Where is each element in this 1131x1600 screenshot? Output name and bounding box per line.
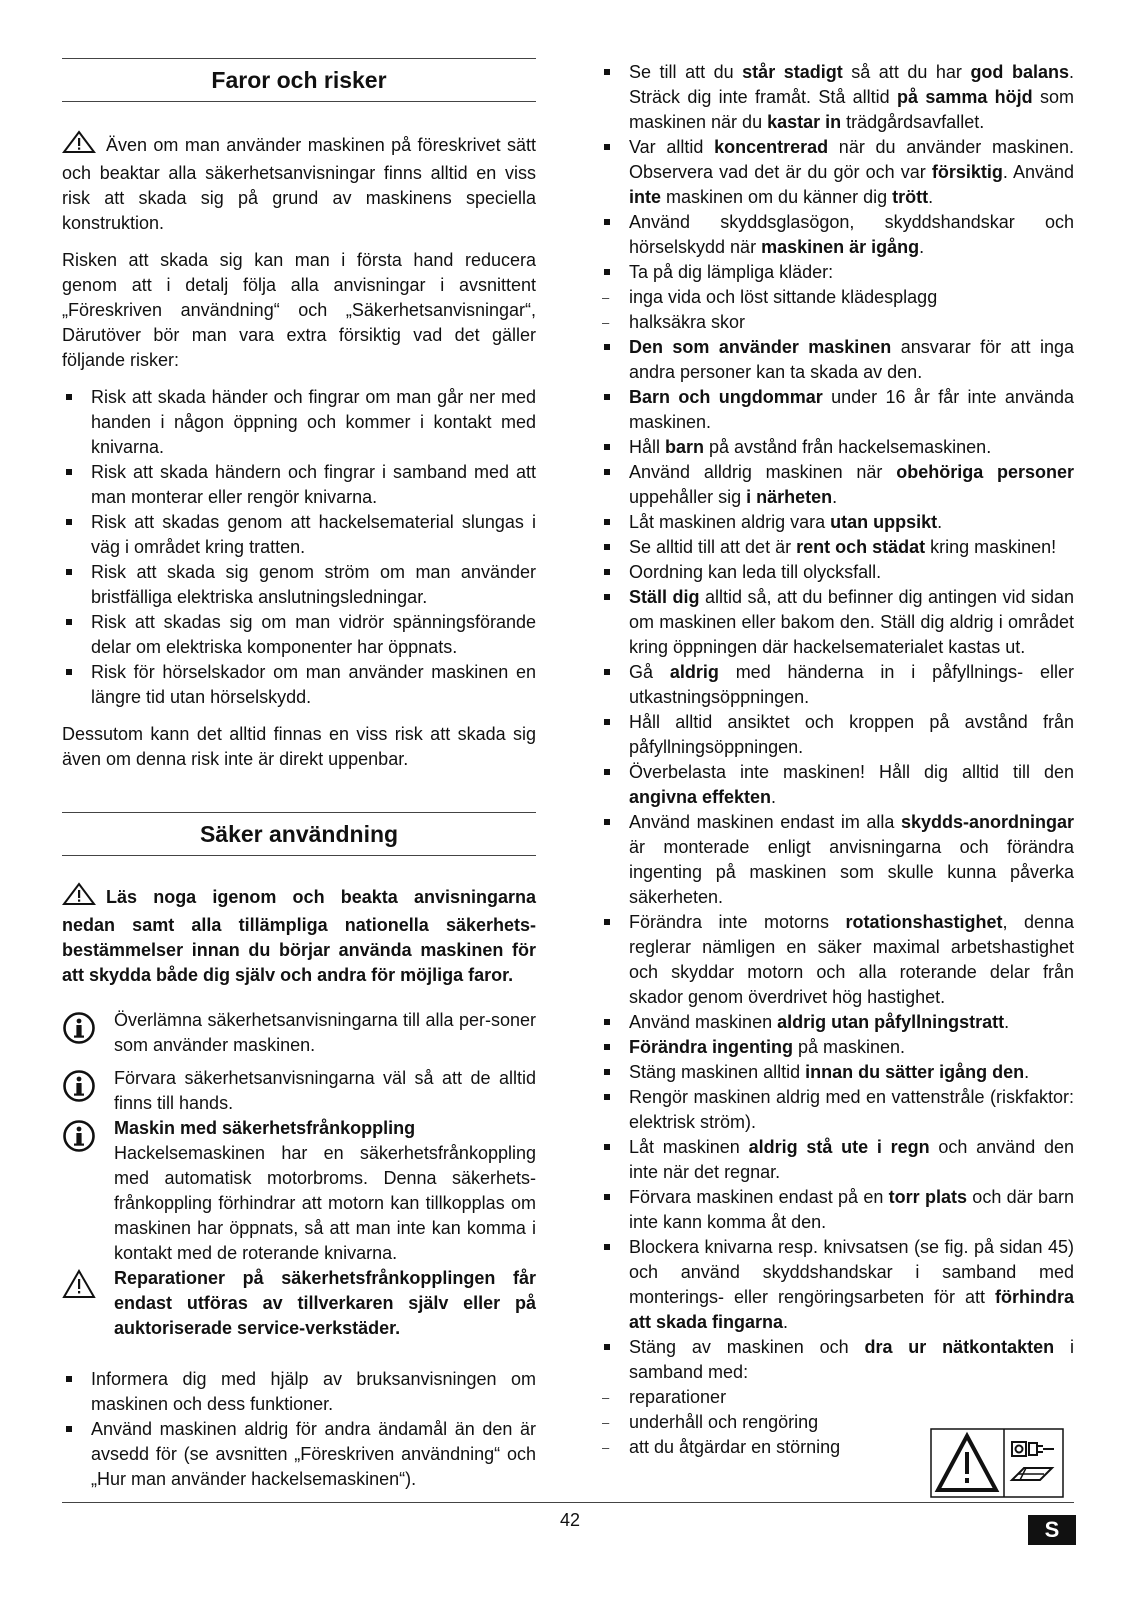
- repair-warning: Reparationer på säkerhetsfrånkopplingen får endast utföras av tillverkaren själv eller på auktoriserade service-verkstäder.: [62, 1266, 536, 1341]
- list-item: Använd maskinen aldrig utan påfyllningstratt.: [600, 1010, 1074, 1035]
- list-item: Använd maskinen aldrig för andra ändamål än den är avsedd för (se avsnitten „Föreskriven användning“ och „Hur man använder hackelsemaskinen“).: [62, 1417, 536, 1492]
- section-heading-risks: Faror och risker: [62, 58, 536, 102]
- page-number: 42: [559, 1510, 581, 1530]
- warning-triangle-icon: [62, 882, 96, 913]
- section-heading-safe-use: Säker användning: [62, 812, 536, 856]
- risks-reduce-paragraph: Risken att skada sig kan man i första hand reducera genom att i detalj följa alla anvisningar i avsnittent „Föreskriven användning“ och „Säkerhetsanvisningar“, Därutöver bör man vara extra försiktig vad det gäller följande risker:: [62, 250, 536, 370]
- list-item: Använd alldrig maskinen när obehöriga personer uppehåller sig i närheten.: [600, 460, 1074, 510]
- list-item: Var alltid koncentrerad när du använder maskinen. Observera vad det är du gör och var försiktig. Använd inte maskinen om du känner dig trött.: [600, 135, 1074, 210]
- info-note-safety-switch: [62, 1116, 536, 1266]
- risks-intro-paragraph: Även om man använder maskinen på föreskrivet sätt och beaktar alla säkerhetsanvisningar finns alltid en viss risk att skada sig på grund av maskinens speciella konstruktion.: [62, 130, 536, 236]
- list-item: – halksäkra skor: [600, 310, 1074, 335]
- risk-list: [62, 385, 536, 710]
- list-item: Överbelasta inte maskinen! Håll dig alltid till den angivna effekten.: [600, 760, 1074, 810]
- list-item: Stäng av maskinen och dra ur nätkontakten i samband med: – reparationer – underhåll och rengöring – att du åtgärdar en störning: [600, 1335, 1074, 1460]
- list-item: Rengör maskinen aldrig med en vattenstråle (riskfaktor: elektrisk ström).: [600, 1085, 1074, 1135]
- safe-use-list: [62, 1367, 536, 1492]
- list-item: Förändra inte motorns rotationshastighet, denna reglerar nämligen en säker maximal arbetshastighet och skyddar motorn och alla roterande delar från skador genom överdrivet hög hastighet.: [600, 910, 1074, 1010]
- list-item: Håll barn på avstånd från hackelsemaskinen.: [600, 435, 1074, 460]
- safety-switch-title: Maskin med säkerhetsfrånkoppling: [114, 1118, 416, 1138]
- list-item: Risk att skada sig genom ström om man använder bristfälliga elektriska anslutningsledningar.: [62, 560, 536, 610]
- safety-switch-text: Hackelsemaskinen har en säkerhetsfrånkoppling med automatisk motorbroms. Denna säkerhets-frånkoppling förhindrar att motorn kan tillkopplas om maskinen har öppnats, så att man inte kan komma i kontakt med de roterande knivarna.: [114, 1143, 536, 1263]
- list-item: Risk för hörselskador om man använder maskinen en längre tid utan hörselskydd.: [62, 660, 536, 710]
- list-item: Håll alltid ansiktet och kroppen på avstånd från påfyllningsöppningen.: [600, 710, 1074, 760]
- list-item: Se alltid till att det är rent och städat kring maskinen!: [600, 535, 1074, 560]
- footer-rule: [62, 1502, 1074, 1503]
- list-item: Den som använder maskinen ansvarar för att inga andra personer kan ta skada av den.: [600, 335, 1074, 385]
- info-note-hand-over: Överlämna säkerhetsanvisningarna till alla per-soner som använder maskinen.: [62, 1008, 536, 1058]
- warning-symbol-panel: [930, 1428, 1064, 1498]
- clothing-sublist: [600, 285, 1074, 335]
- language-badge: S: [1028, 1515, 1076, 1545]
- list-item: Låt maskinen aldrig stå ute i regn och använd den inte när det regnar.: [600, 1135, 1074, 1185]
- right-column: [600, 60, 1074, 1460]
- warning-triangle-icon: [62, 1269, 96, 1306]
- list-item: Risk att skadas genom att hackelsematerial slungas i väg i området kring tratten.: [62, 510, 536, 560]
- list-item: Informera dig med hjälp av bruksanvisningen om maskinen och dess funktioner.: [62, 1367, 536, 1417]
- list-item: Risk att skadas sig om man vidrör spänningsförande delar om elektriska komponenter har öppnats.: [62, 610, 536, 660]
- list-item: Oordning kan leda till olycksfall.: [600, 560, 1074, 585]
- list-item: – underhåll och rengöring: [600, 1410, 1074, 1435]
- list-item: Använd skyddsglasögon, skyddshandskar och hörselskydd när maskinen är igång.: [600, 210, 1074, 260]
- list-item: – reparationer: [600, 1385, 1074, 1410]
- safety-rules-list: [600, 60, 1074, 1460]
- safe-use-warning: Läs noga igenom och beakta anvisningarna nedan samt alla tillämpliga nationella säkerhets-bestämmelser innan du börjar använda maskinen för att skydda både dig själv och andra för möjliga faror.: [62, 882, 536, 988]
- list-item: Barn och ungdommar under 16 år får inte använda maskinen.: [600, 385, 1074, 435]
- list-item: – att du åtgärdar en störning: [600, 1435, 1074, 1460]
- info-circle-icon: [62, 1069, 96, 1110]
- list-item: Risk att skada händern och fingrar i samband med att man monterar eller rengör knivarna.: [62, 460, 536, 510]
- info-circle-icon: [62, 1119, 96, 1160]
- list-item: Ställ dig alltid så, att du befinner dig antingen vid sidan om maskinen eller bakom den. Ställ dig aldrig i området kring öppningen där hackelsematerialet kastas ut.: [600, 585, 1074, 660]
- list-item: – inga vida och löst sittande klädesplagg: [600, 285, 1074, 310]
- list-item: Ta på dig lämpliga kläder: – inga vida och löst sittande klädesplagg – halksäkra skor: [600, 260, 1074, 335]
- list-item: Gå aldrig med händerna in i påfyllnings- eller utkastningsöppningen.: [600, 660, 1074, 710]
- info-circle-icon: [62, 1011, 96, 1052]
- risks-closing-paragraph: Dessutom kann det alltid finnas en viss risk att skada sig även om denna risk inte är direkt uppenbar.: [62, 724, 536, 769]
- list-item: Blockera knivarna resp. knivsatsen (se fig. på sidan 45) och använd skyddshandskar i samband med monterings- eller rengöringsarbeten för att förhindra att skada fingarna.: [600, 1235, 1074, 1335]
- list-item: Förändra ingenting på maskinen.: [600, 1035, 1074, 1060]
- list-item: Använd maskinen endast im alla skydds-anordningar är monterade enligt anvisningarna och förändra ingenting på maskinen som skulle kunna påverka säkerheten.: [600, 810, 1074, 910]
- list-item: Stäng maskinen alltid innan du sätter igång den.: [600, 1060, 1074, 1085]
- info-note-keep: Förvara säkerhetsanvisningarna väl så att de alltid finns till hands.: [62, 1066, 536, 1116]
- list-item: Förvara maskinen endast på en torr plats och där barn inte kann komma åt den.: [600, 1185, 1074, 1235]
- list-item: Låt maskinen aldrig vara utan uppsikt.: [600, 510, 1074, 535]
- warning-triangle-icon: [62, 130, 96, 161]
- left-column: [62, 58, 536, 1492]
- list-item: Se till att du står stadigt så att du har god balans. Sträck dig inte framåt. Stå alltid på samma höjd som maskinen när du kastar in trädgårdsavfallet.: [600, 60, 1074, 135]
- list-item: Risk att skada händer och fingrar om man går ner med handen i någon öppning och kommer i kontakt med knivarna.: [62, 385, 536, 460]
